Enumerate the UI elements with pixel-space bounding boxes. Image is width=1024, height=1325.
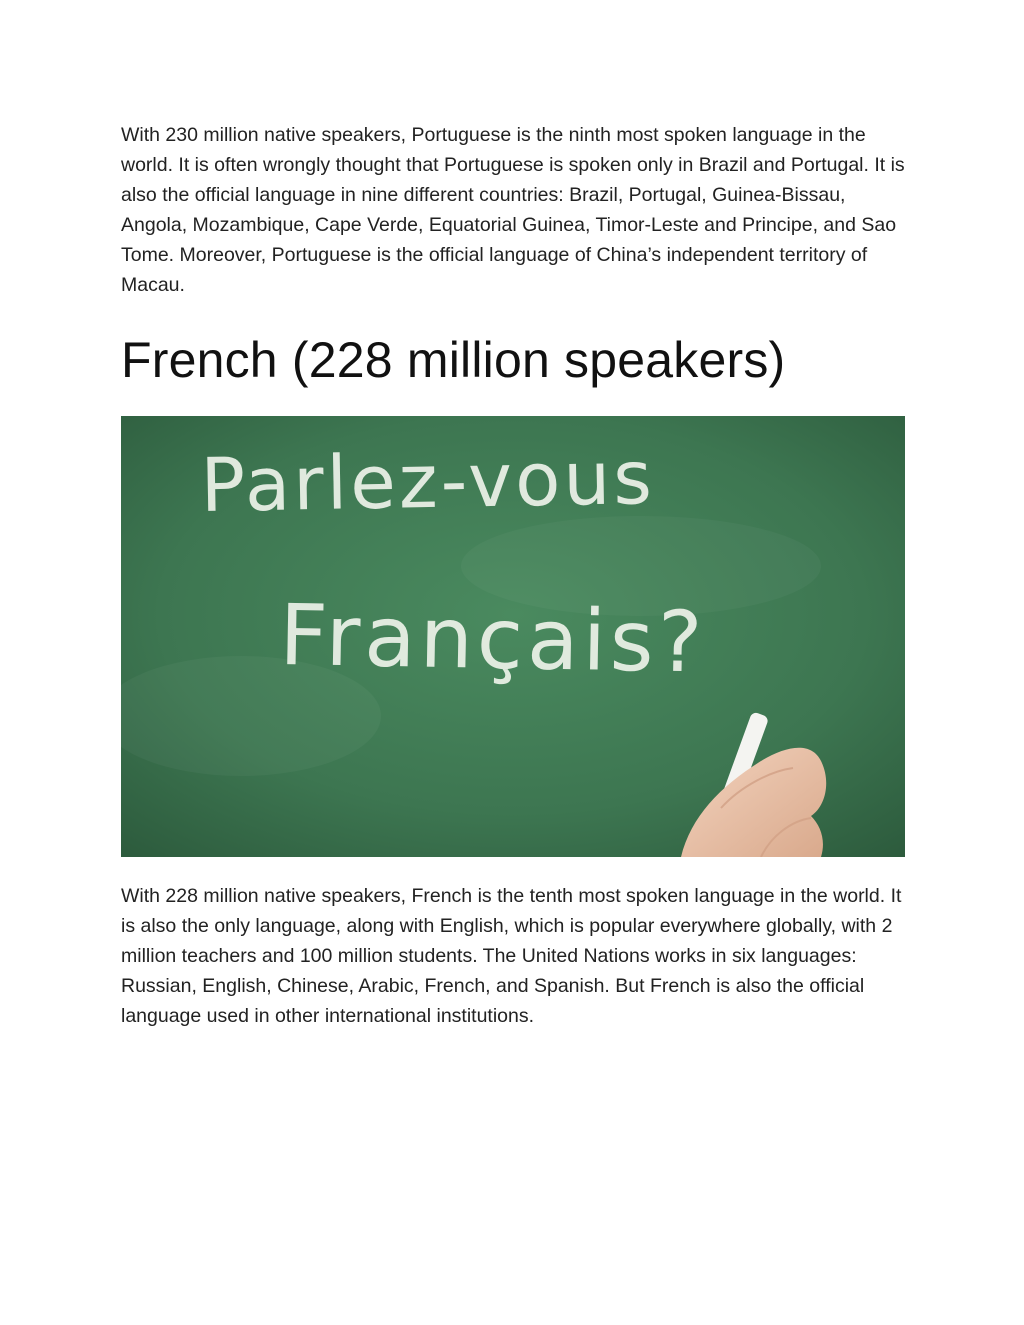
document-page <box>121 120 905 1031</box>
portuguese-paragraph: With 230 million native speakers, Portuguese is the ninth most spoken language in the world. It is often wrongly thought that Portuguese is spoken only in Brazil and Portugal. It is also the official language in nine different countries: Brazil, Portugal, Guinea-Bissau, Angola, Mozambique, Cape Verde, Equatorial Guinea, Timor-Leste and Principe, and Sao Tome. Moreover, Portuguese is the official language of China’s independent territory of Macau. <box>121 124 905 296</box>
chalk-text-line-1: Parlez-vous <box>199 435 656 529</box>
chalk-text-line-2: Français? <box>278 586 708 692</box>
french-paragraph: With 228 million native speakers, French is the tenth most spoken language in the world. It is also the only language, along with English, which is popular everywhere globally, with 2 million teachers and 100 million students. The United Nations works in six languages: Russian, English, Chinese, Arabic, French, and Spanish. But French is also the official language used in other international institutions. <box>121 885 902 1027</box>
chalkboard-image <box>121 416 905 857</box>
french-section-heading: French (228 million speakers) <box>121 332 786 388</box>
